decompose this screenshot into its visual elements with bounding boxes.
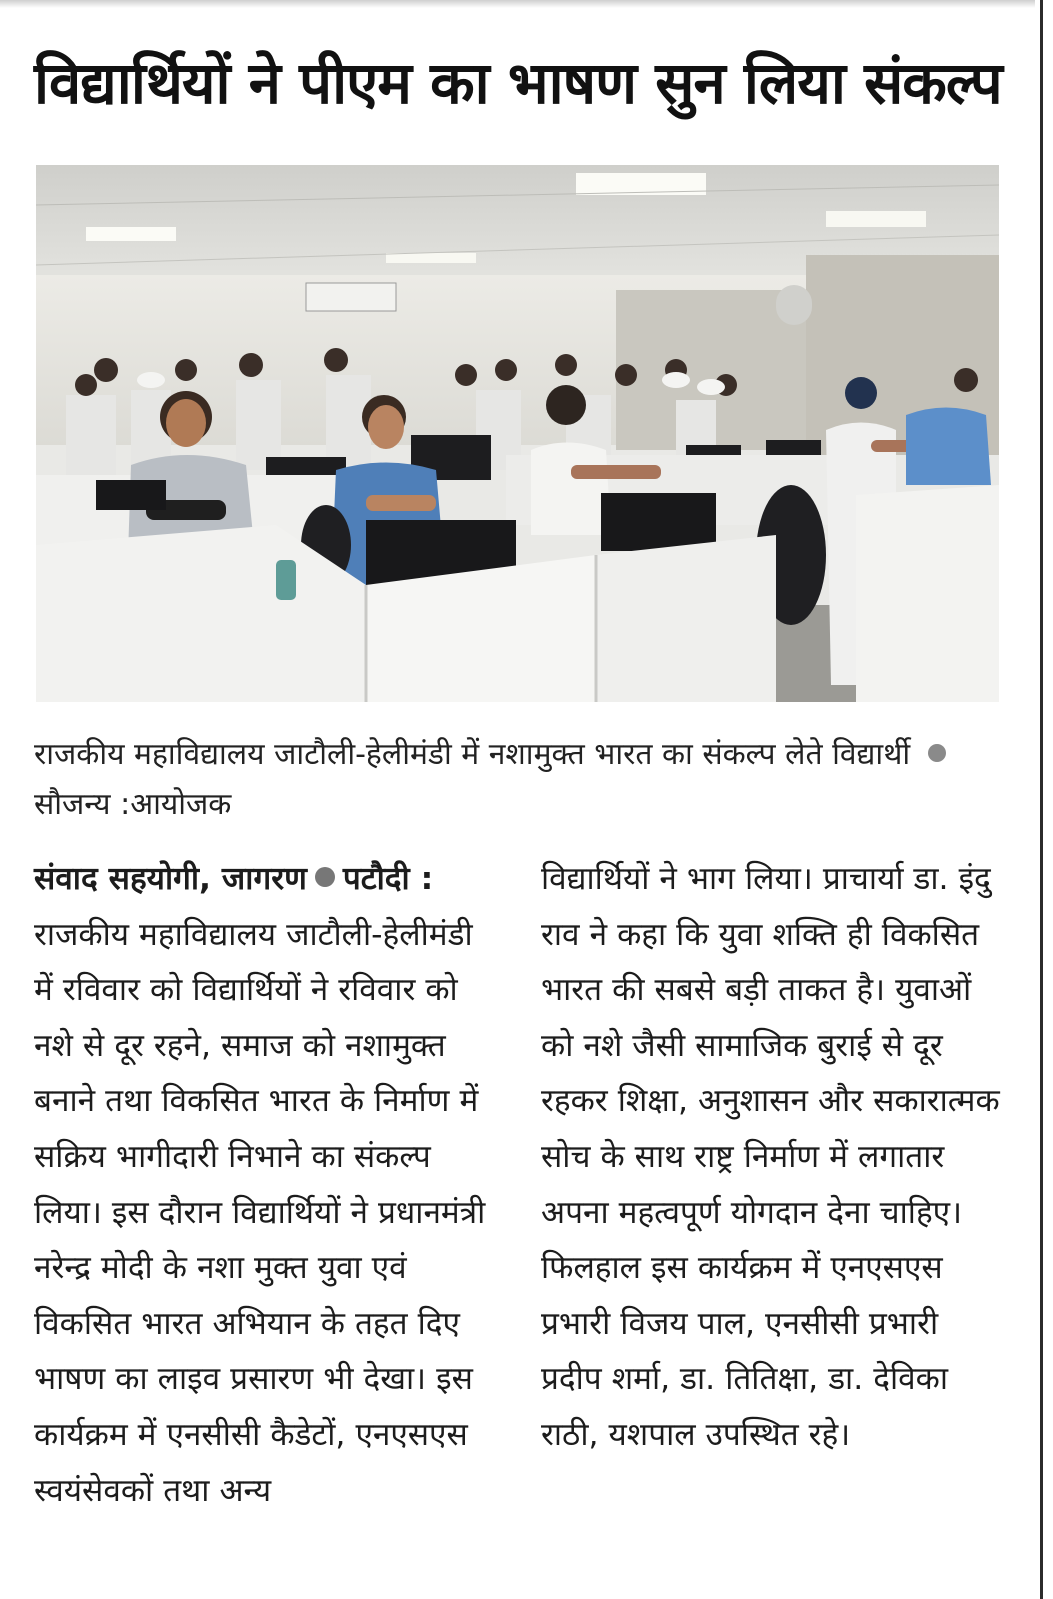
caption-text: राजकीय महाविद्यालय जाटौली-हेलीमंडी में नशामुक्त भारत का संकल्प लेते विद्यार्थी: [34, 737, 911, 772]
news-photo: [36, 165, 999, 702]
bullet-dot: [928, 744, 946, 762]
photo-caption: [34, 730, 999, 830]
column-rule: [1040, 0, 1043, 1599]
photo-students-taking-pledge: [36, 165, 999, 702]
byline: संवाद सहयोगी, जागरण: [34, 861, 307, 897]
dateline-place: पटौदी :: [342, 861, 434, 897]
article-body-left: राजकीय महाविद्यालय जाटौली-हेलीमंडी में रविवार को विद्यार्थियों ने रविवार को नशे से दूर रहने, समाज को नशामुक्त बनाने तथा विकसित भारत के निर्माण में सक्रिय भागीदारी निभाने का संकल्प लिया। इस दौरान विद्यार्थियों ने प्रधानमंत्री नरेन्द्र मोदी के नशा मुक्त युवा एवं विकसित भारत अभियान के तहत दिए भाषण का लाइव प्रसारण भी देखा। इस कार्यक्रम में एनसीसी कैडेटों, एनएसएस स्वयंसेवकों तथा अन्य: [34, 916, 486, 1509]
headline: विद्यार्थियों ने पीएम का भाषण सुन लिया संकल्प: [34, 49, 1002, 117]
top-clipped-strip: [0, 0, 1035, 8]
article-column-left: [34, 852, 499, 1519]
article-column-right: [541, 852, 1006, 1464]
caption-credit: सौजन्य :आयोजक: [34, 787, 232, 822]
bullet-dot: [315, 867, 335, 887]
article-body-right: विद्यार्थियों ने भाग लिया। प्राचार्या डा. इंदु राव ने कहा कि युवा शक्ति ही विकसित भारत की सबसे बड़ी ताकत है। युवाओं को नशे जैसी सामाजिक बुराई से दूर रहकर शिक्षा, अनुशासन और सकारात्मक सोच के साथ राष्ट्र निर्माण में लगातार अपना महत्वपूर्ण योगदान देना चाहिए। फिलहाल इस कार्यक्रम में एनएसएस प्रभारी विजय पाल, एनसीसी प्रभारी प्रदीप शर्मा, डा. तितिक्षा, डा. देविका राठी, यशपाल उपस्थित रहे।: [541, 861, 1000, 1453]
